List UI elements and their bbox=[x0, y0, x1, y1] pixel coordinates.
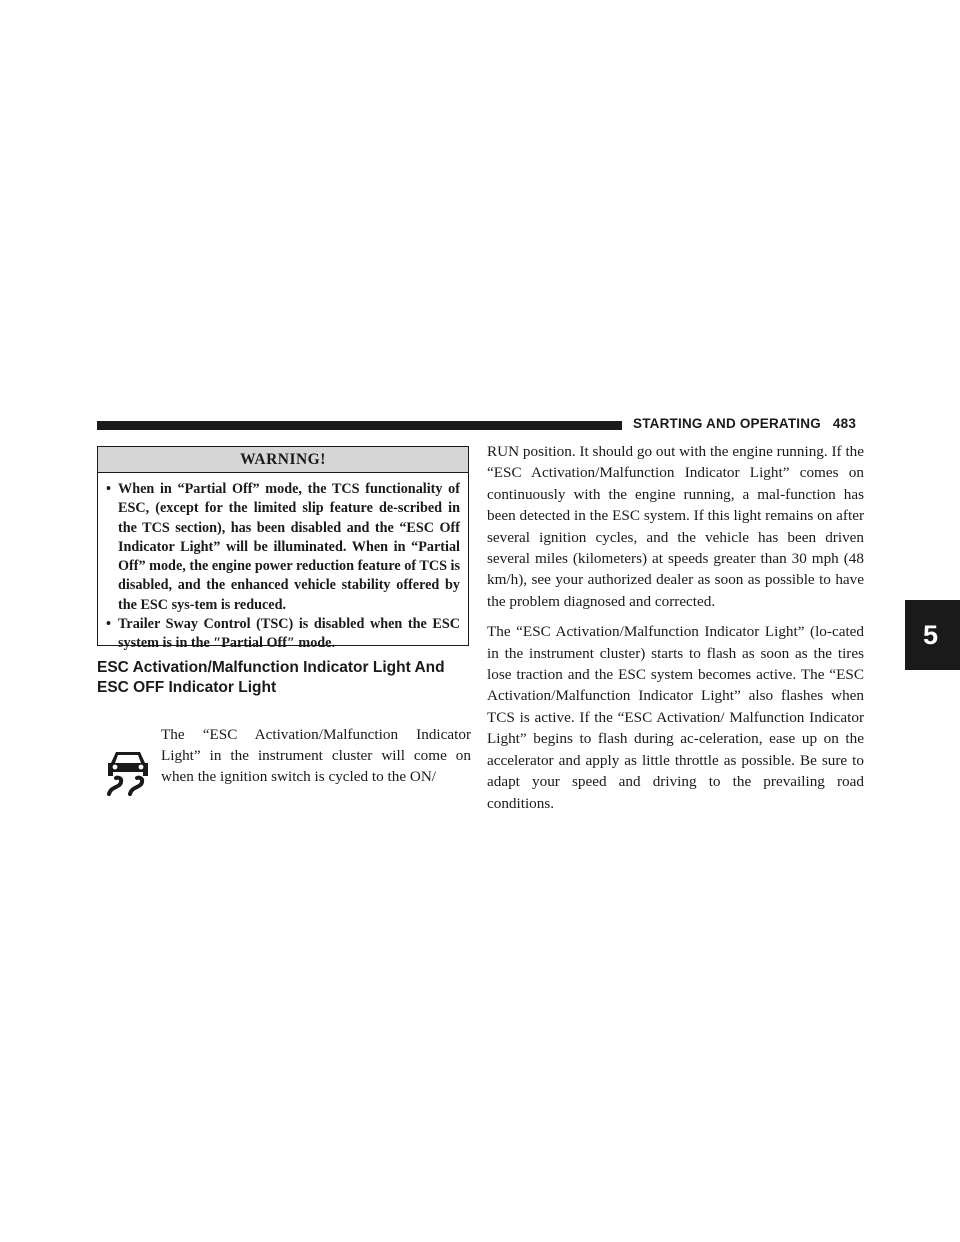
page-number: 483 bbox=[832, 416, 857, 431]
warning-list bbox=[98, 473, 468, 654]
body-paragraph: The “ESC Activation/Malfunction Indicator Light” (lo-cated in the instrument cluster) starts to flash as soon as the tires lose traction and the ESC system becomes active. The “ESC Activation/Malfunction Indicator Light” also flashes when TCS is active. If the “ESC Activation/ Malfunction Indicator Light” begins to flash during ac-celeration, ease up on the accelerator and apply as little throttle as possible. Be sure to adapt your speed and driving to the prevailing road conditions. bbox=[487, 623, 864, 812]
warning-item-text: Trailer Sway Control (TSC) is disabled when the ESC system is in the ″Partial Off″ mode. bbox=[118, 616, 460, 652]
warning-box bbox=[97, 446, 469, 652]
chapter-tab: 5 bbox=[905, 600, 960, 670]
section-intro: The “ESC Activation/Malfunction Indicator Light” in the instrument cluster will come on when the ignition switch is cycled to the ON/ bbox=[161, 726, 471, 785]
warning-item bbox=[106, 480, 460, 615]
warning-item bbox=[106, 615, 460, 654]
esc-skid-car-icon bbox=[103, 746, 153, 798]
running-header bbox=[633, 413, 856, 435]
header-section-title: STARTING AND OPERATING bbox=[633, 416, 821, 431]
body-paragraph: RUN position. It should go out with the engine running. If the “ESC Activation/Malfunction Indicator Light” comes on continuously with the engine running, a mal-function has been detected in the ESC system. If this light remains on after several ignition cycles, and the vehicle has been driven several miles (kilometers) at speeds greater than 30 mph (48 km/h), see your authorized dealer as soon as possible to have the problem diagnosed and corrected. bbox=[487, 443, 864, 610]
section-heading: ESC Activation/Malfunction Indicator Light And ESC OFF Indicator Light bbox=[97, 659, 445, 696]
header-rule bbox=[97, 421, 622, 430]
warning-title: WARNING! bbox=[98, 447, 468, 473]
bullet-icon: • bbox=[106, 481, 111, 497]
warning-item-text: When in “Partial Off” mode, the TCS functionality of ESC, (except for the limited slip feature de-scribed in the TCS section), has been disabled and the “ESC Off Indicator Light” will be illuminated. When in “Partial Off” mode, the engine power reduction feature of TCS is disabled, and the enhanced vehicle stability offered by the ESC sys-tem is reduced. bbox=[118, 481, 460, 613]
right-column bbox=[487, 441, 864, 823]
bullet-icon: • bbox=[106, 616, 111, 633]
